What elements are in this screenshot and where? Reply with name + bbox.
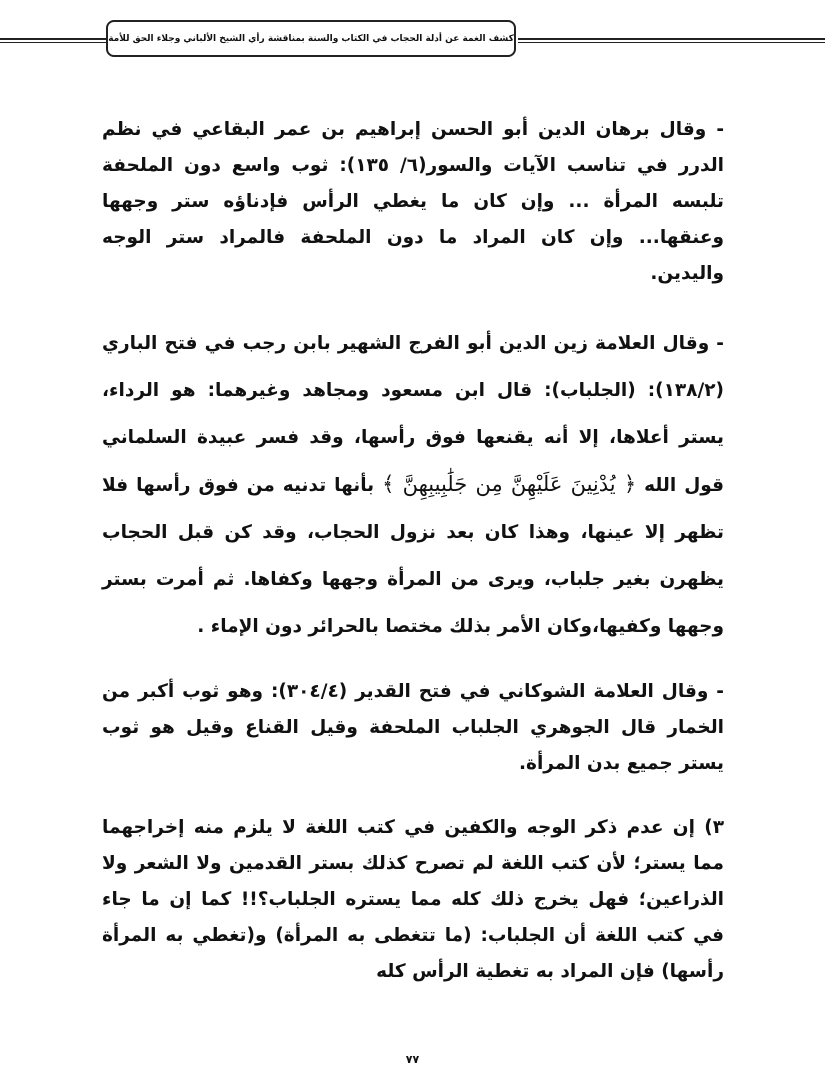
quran-verse: ﴿ يُدْنِينَ عَلَيْهِنَّ مِن جَلَٰبِيبِهِنَّ ﴾ <box>382 472 637 496</box>
ibn-rajab-quote-rest: بأنها تدنيه من فوق رأسها فلا تظهر إلا عينها، وهذا كان بعد نزول الحجاب، وقد كن قبل الحجاب يظهرن بغير جلباب، ويرى من المرأة وجهها وكفاها. ثم أمرت بستر وجهها وكفيها،وكان الأمر بذلك مختصا بالحرائر دون الإماء . <box>102 475 724 637</box>
page-body <box>102 112 724 1018</box>
header-rule-left <box>0 38 106 43</box>
page-number: ٧٧ <box>405 1053 420 1066</box>
paragraph-shawkani-quote: - وقال العلامة الشوكاني في فتح القدير (٣٠٤/٤): وهو ثوب أكبر من الخمار قال الجوهري الجلباب الملحفة وقيل القناع وقيل هو ثوب يستر جميع بدن المرأة. <box>102 681 724 774</box>
paragraph-buqai-quote: - وقال برهان الدين أبو الحسن إبراهيم بن عمر البقاعي في نظم الدرر في تناسب الآيات والسور(٦/ ١٣٥): ثوب واسع دون الملحفة تلبسه المرأة ... وإن كان ما يغطي الرأس فإدناؤه ستر وجهها وعنقها... وإن كان المراد ما دون الملحفة فالمراد ستر الوجه واليدين. <box>102 119 724 284</box>
running-header <box>106 20 516 57</box>
paragraph-ibn-rajab-quote <box>102 320 724 650</box>
paragraph-point-3: ٣) إن عدم ذكر الوجه والكفين في كتب اللغة لا يلزم منه إخراجهما مما يستر؛ لأن كتب اللغة لم تصرح كذلك بستر القدمين ولا الشعر ولا الذراعين؛ فهل يخرج ذلك كله مما يستره الجلباب؟!! كما إن ما جاء في كتب اللغة أن الجلباب: (ما تتغطى به المرأة) و(تغطي به المرأة رأسها) فإن المراد به تغطية الرأس كله <box>102 817 724 982</box>
header-rule-right <box>518 38 825 43</box>
ibn-rajab-quote-intro: - وقال العلامة زين الدين أبو الفرج الشهير بابن رجب في فتح الباري (١٣٨/٢): (الجلباب): قال ابن مسعود ومجاهد وغيرهما: هو الرداء، يستر أعلاها، إلا أنه يقنعها فوق رأسها، وقد فسر عبيدة السلماني قول الله <box>102 333 724 496</box>
running-header-title: كشف الغمة عن أدلة الحجاب في الكتاب والسنة بمناقشة رأي الشيخ الألباني وجلاء الحق للأمة <box>108 33 514 44</box>
